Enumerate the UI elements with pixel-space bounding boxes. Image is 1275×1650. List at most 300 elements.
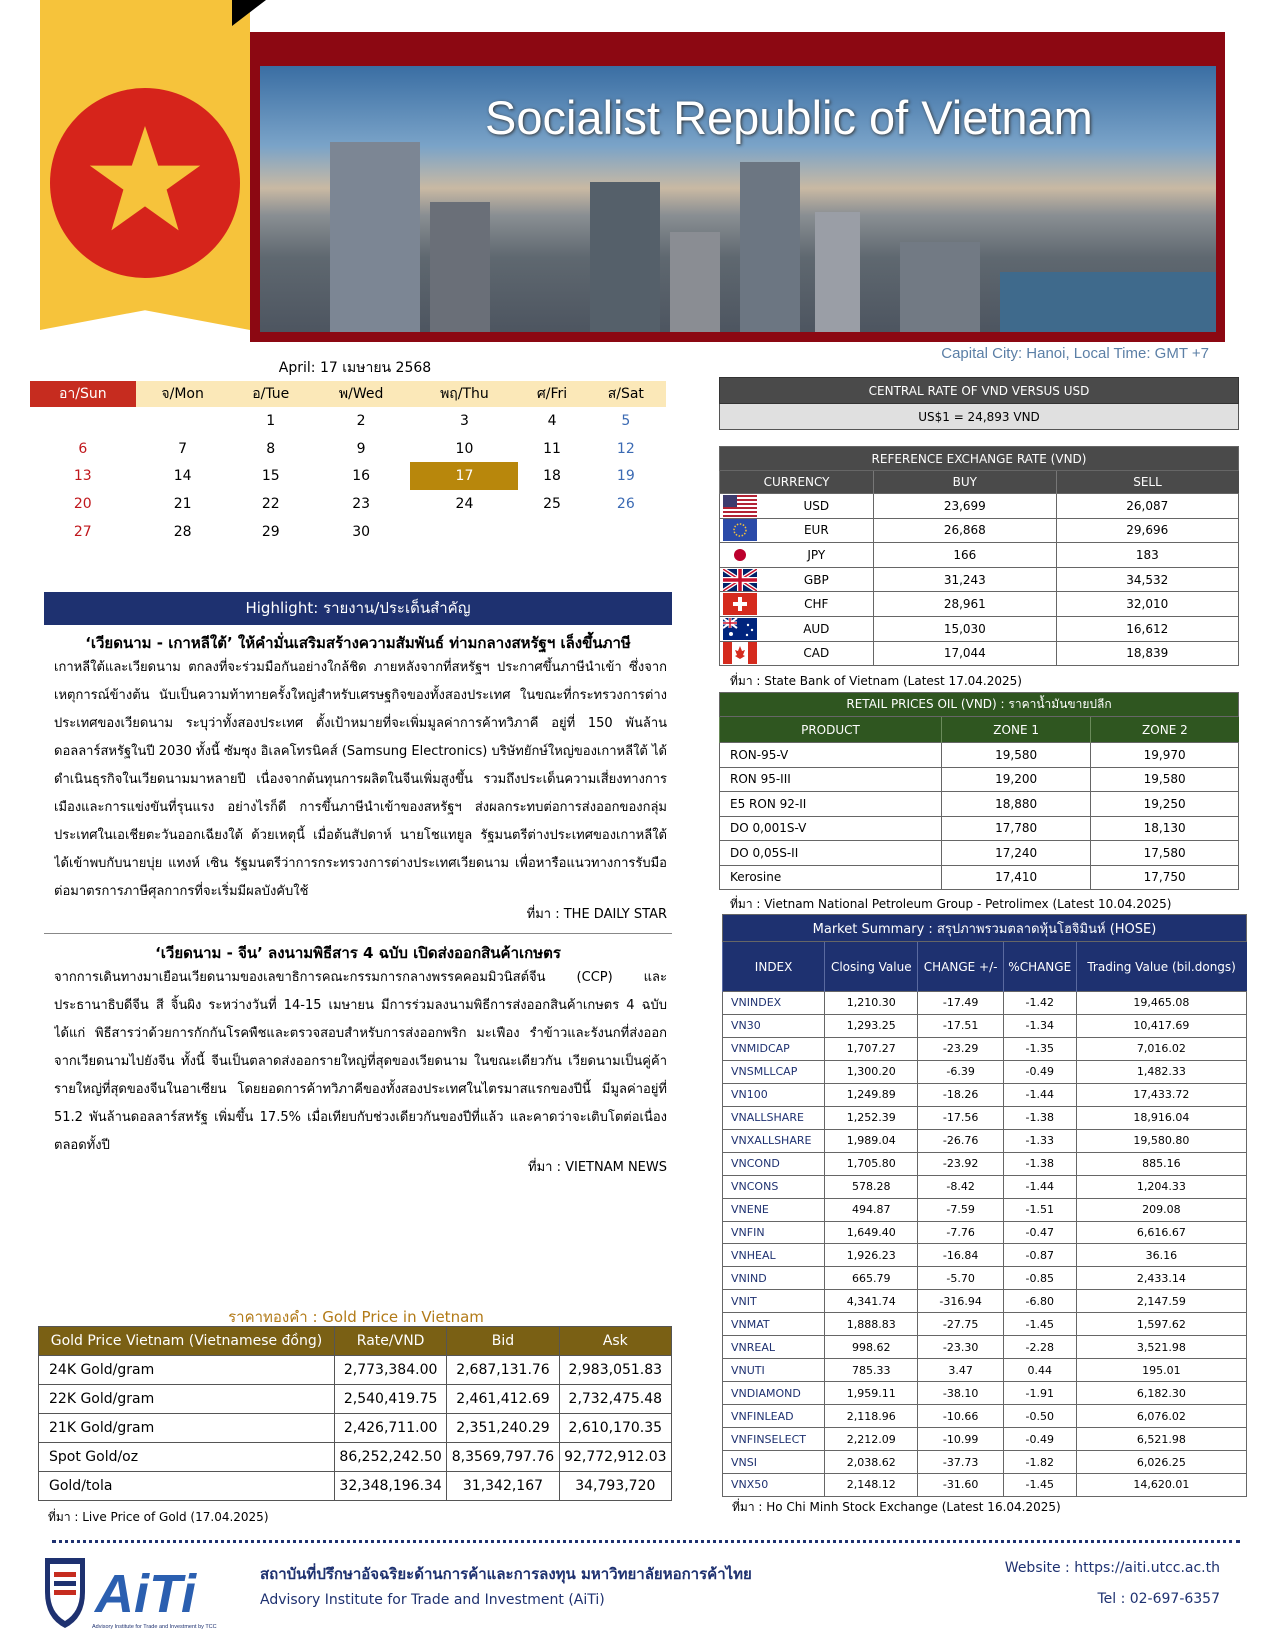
jp-flag-icon [720,543,760,568]
oil-title: RETAIL PRICES OIL (VND) : ราคาน้ำมันขายปลีก [720,693,1239,717]
calendar-day: 13 [73,468,92,485]
table-cell: 1,888.83 [825,1313,918,1336]
table-row [720,865,1239,890]
table-row [720,543,1239,568]
table-cell: 785.33 [825,1359,918,1382]
table-cell: 6,026.25 [1076,1451,1246,1474]
calendar-day [518,518,585,546]
table-row [723,1290,1247,1313]
table-cell: VNSI [723,1451,825,1474]
table-cell: -23.30 [918,1336,1003,1359]
table-cell: 2,732,475.48 [559,1385,671,1414]
calendar-day: 9 [356,440,366,457]
table-cell: 8,3569,797.76 [447,1443,559,1472]
table-row [723,1244,1247,1267]
table-row [720,792,1239,817]
table-cell: 2,351,240.29 [447,1414,559,1443]
calendar-day: 6 [78,440,88,457]
ca-flag-icon [720,641,760,666]
ch-flag-icon [720,592,760,617]
article-title: ‘เวียดนาม - จีน’ ลงนามพิธีสาร 4 ฉบับ เปิดส่งออกสินค้าเกษตร [155,944,561,962]
vietnam-flag-ribbon [40,0,250,330]
org-name-english: Advisory Institute for Trade and Investment (AiTi) [260,1592,605,1608]
table-row [720,767,1239,792]
table-cell: 2,147.59 [1076,1290,1246,1313]
currency-code: CAD [760,641,874,666]
table-row [723,1083,1247,1106]
buy-rate: 31,243 [874,567,1056,592]
calendar-day: 24 [455,495,474,512]
table-cell: 19,970 [1091,743,1239,768]
table-cell: -1.91 [1003,1382,1076,1405]
table-cell: 6,521.98 [1076,1428,1246,1451]
table-cell: -0.87 [1003,1244,1076,1267]
country-title: Socialist Republic of Vietnam [485,91,1093,144]
calendar-day: 14 [173,468,192,485]
table-cell: -1.82 [1003,1451,1076,1474]
currency-code: CHF [760,592,874,617]
table-cell: DO 0,001S-V [720,816,942,841]
table-cell: 31,342,167 [447,1472,559,1501]
calendar-day: 8 [266,440,276,457]
table-cell: 18,880 [942,792,1091,817]
table-cell: -23.29 [918,1037,1003,1060]
table-cell: 17,580 [1091,841,1239,866]
table-cell: VNFINSELECT [723,1428,825,1451]
oil-col-zone1: ZONE 1 [942,717,1091,743]
table-row [720,816,1239,841]
sell-rate: 18,839 [1056,641,1238,666]
table-cell: 2,461,412.69 [447,1385,559,1414]
gold-source: ที่มา : Live Price of Gold (17.04.2025) [48,1510,269,1524]
calendar-day-header: พ/Wed [312,381,411,407]
capital-info: Capital City: Hanoi, Local Time: GMT +7 [941,345,1209,362]
buy-rate: 15,030 [874,616,1056,641]
table-cell: -316.94 [918,1290,1003,1313]
table-cell: 665.79 [825,1267,918,1290]
au-flag-icon [720,616,760,641]
currency-code: AUD [760,616,874,641]
market-title: Market Summary : สรุปภาพรวมตลาดหุ้นโฮจิมินห์ (HOSE) [723,915,1247,942]
table-cell: 6,616.67 [1076,1221,1246,1244]
table-cell: 494.87 [825,1198,918,1221]
table-cell: 19,580.80 [1076,1129,1246,1152]
table-cell: 7,016.02 [1076,1037,1246,1060]
table-cell: 2,687,131.76 [447,1356,559,1385]
city-skyline-photo [260,66,1216,332]
table-cell: VNCOND [723,1152,825,1175]
table-cell: -7.59 [918,1198,1003,1221]
table-row [723,1313,1247,1336]
calendar-day: 7 [178,440,188,457]
sell-rate: 34,532 [1056,567,1238,592]
table-cell: 14,620.01 [1076,1474,1246,1497]
table-cell: 195.01 [1076,1359,1246,1382]
table-row [723,1451,1247,1474]
table-row [720,494,1239,519]
table-row [723,1014,1247,1037]
table-cell: -5.70 [918,1267,1003,1290]
exchange-rate-table [719,446,1239,666]
table-row [720,743,1239,768]
table-cell: -1.33 [1003,1129,1076,1152]
calendar-title: April: 17 เมษายน 2568 [278,360,432,376]
table-cell: VNHEAL [723,1244,825,1267]
table-cell: 2,038.62 [825,1451,918,1474]
buy-rate: 17,044 [874,641,1056,666]
table-cell: 1,959.11 [825,1382,918,1405]
table-cell: VNMAT [723,1313,825,1336]
calendar-day: 5 [621,412,631,429]
footer-divider [52,1540,1240,1543]
table-cell: 1,707.27 [825,1037,918,1060]
table-cell: 1,210.30 [825,992,918,1015]
table-cell: 3,521.98 [1076,1336,1246,1359]
table-cell: 2,426,711.00 [334,1414,446,1443]
table-cell: -1.38 [1003,1106,1076,1129]
table-row [723,1175,1247,1198]
market-column-header: %CHANGE [1003,942,1076,992]
table-row [39,1356,672,1385]
table-row [720,616,1239,641]
article-source: ที่มา : THE DAILY STAR [526,907,667,922]
table-cell: RON 95-III [720,767,942,792]
market-source: ที่มา : Ho Chi Minh Stock Exchange (Latest 16.04.2025) [732,1500,1061,1514]
gold-column-header: Ask [559,1327,671,1356]
table-cell: Gold/tola [39,1472,335,1501]
calendar-day [136,407,230,435]
table-cell: -16.84 [918,1244,1003,1267]
table-row [720,641,1239,666]
table-cell: 1,252.39 [825,1106,918,1129]
table-cell: Spot Gold/oz [39,1443,335,1472]
calendar-day: 10 [455,440,474,457]
table-cell: 2,773,384.00 [334,1356,446,1385]
table-cell: VNENE [723,1198,825,1221]
table-cell: -0.49 [1003,1428,1076,1451]
logo-text: AiTi [95,1564,197,1624]
us-flag-icon [720,494,760,519]
sell-rate: 29,696 [1056,518,1238,543]
table-row [723,1428,1247,1451]
table-cell: 19,465.08 [1076,992,1246,1015]
table-cell: -0.47 [1003,1221,1076,1244]
table-cell: 36.16 [1076,1244,1246,1267]
table-cell: 578.28 [825,1175,918,1198]
table-cell: -2.28 [1003,1336,1076,1359]
table-row [723,1060,1247,1083]
calendar-day: 26 [616,495,635,512]
calendar-week [30,518,666,546]
table-cell: -23.92 [918,1152,1003,1175]
table-cell: 2,148.12 [825,1474,918,1497]
table-cell: VNDIAMOND [723,1382,825,1405]
fx-col-sell: SELL [1056,471,1238,494]
table-row [723,1037,1247,1060]
table-cell: 22K Gold/gram [39,1385,335,1414]
market-column-header: INDEX [723,942,825,992]
calendar-day: 28 [173,523,192,540]
calendar-day-header: จ/Mon [136,381,230,407]
gold-price-table [38,1326,672,1501]
table-row [723,1198,1247,1221]
article-body: เกาหลีใต้และเวียดนาม ตกลงที่จะร่วมมือกันอย่างใกล้ชิด ภายหลังจากที่สหรัฐฯ ประกาศขึ้นภาษีนำเข้า ซึ่งจากเหตุการณ์ข้างต้น นับเป็นความท้าทายครั้งใหญ่สำหรับเศรษฐกิจของทั้งสองประเทศ ในขณะที่กระทรวงการต่างประเทศของเวียดนาม ระบุว่าทั้งสองประเทศ ตั้งเป้าหมายที่จะเพิ่มมูลค่าการค้าทวิภาคี อยู่ที่ 150 พันล้านดอลลาร์สหรัฐในปี 2030 ทั้งนี้ ซัมซุง อิเลคโทรนิคส์ (Samsung Electronics) บริษัทยักษ์ใหญ่ของเกาหลีใต้ ได้ดำเนินธุรกิจในเวียดนามมาหลายปี เนื่องจากต้นทุนการผลิตในจีนเพิ่มสูงขึ้น รวมถึงประเด็นความเสี่ยงทางการเมืองและการแข่งขันที่รุนแรง อย่างไรก็ดี การขึ้นภาษีนำเข้าของสหรัฐฯ ส่งผลกระทบต่อการส่งออกของกลุ่มประเทศในเอเชียตะวันออกเฉียงใต้ ด้วยเหตุนี้ เมื่อต้นสัปดาห์ นายโชแทยูล รัฐมนตรีต่างประเทศของเกาหลีใต้ ได้เข้าพบกับนายบุ่ย แทงห์ เซิน รัฐมนตรีว่าการกระทรวงการต่างประเทศเวียดนาม เพื่อหารือแนวทางการรับมือต่อมาตรการภาษีศุลกากรที่จะเริ่มมีผลบังคับใช้ [54,660,667,899]
market-column-header: CHANGE +/- [918,942,1003,992]
table-cell: VNIND [723,1267,825,1290]
table-cell: 21K Gold/gram [39,1414,335,1443]
table-cell: -37.73 [918,1451,1003,1474]
calendar-day-header: อ/Tue [230,381,312,407]
table-cell: 17,240 [942,841,1091,866]
calendar-week [30,490,666,518]
table-cell: 92,772,912.03 [559,1443,671,1472]
table-row [723,1129,1247,1152]
table-cell: -10.66 [918,1405,1003,1428]
divider [44,933,672,934]
table-cell: -1.44 [1003,1175,1076,1198]
table-row [723,1474,1247,1497]
table-cell: -0.49 [1003,1060,1076,1083]
calendar-day: 22 [261,495,280,512]
table-cell: DO 0,05S-II [720,841,942,866]
table-cell: 32,348,196.34 [334,1472,446,1501]
telephone: Tel : 02-697-6357 [1097,1591,1220,1607]
gold-column-header: Gold Price Vietnam (Vietnamese đồng) [39,1327,335,1356]
table-cell: 86,252,242.50 [334,1443,446,1472]
market-summary-table [722,914,1247,1497]
calendar-day: 15 [261,468,280,485]
sell-rate: 16,612 [1056,616,1238,641]
gold-title: ราคาทองคำ : Gold Price in Vietnam [228,1308,484,1326]
table-cell: 2,540,419.75 [334,1385,446,1414]
central-rate-value: US$1 = 24,893 VND [720,404,1239,430]
calendar-day: 25 [543,495,561,512]
market-column-header: Trading Value (bil.dongs) [1076,942,1246,992]
table-cell: 6,076.02 [1076,1405,1246,1428]
table-cell: -18.26 [918,1083,1003,1106]
table-cell: 19,250 [1091,792,1239,817]
calendar-day: 19 [616,468,635,485]
table-row [723,1336,1247,1359]
table-cell: -1.51 [1003,1198,1076,1221]
sell-rate: 26,087 [1056,494,1238,519]
article-source: ที่มา : VIETNAM NEWS [528,1160,667,1175]
currency-code: GBP [760,567,874,592]
table-cell: VNFINLEAD [723,1405,825,1428]
table-cell: 18,130 [1091,816,1239,841]
table-cell: 1,482.33 [1076,1060,1246,1083]
table-cell: 17,433.72 [1076,1083,1246,1106]
calendar-day-header: ส/Sat [586,381,666,407]
table-cell: -1.45 [1003,1474,1076,1497]
table-cell: VNSMLLCAP [723,1060,825,1083]
table-cell: 34,793,720 [559,1472,671,1501]
star-icon [85,120,205,240]
calendar-day: 29 [261,523,280,540]
table-cell: -1.44 [1003,1083,1076,1106]
calendar-day: 3 [459,412,469,429]
fx-col-buy: BUY [874,471,1056,494]
calendar-day: 16 [352,468,371,485]
table-cell: -6.80 [1003,1290,1076,1313]
table-cell: VNMIDCAP [723,1037,825,1060]
table-cell: VNREAL [723,1336,825,1359]
table-cell: 998.62 [825,1336,918,1359]
uk-flag-icon [720,567,760,592]
calendar-week [30,407,666,435]
calendar-day: 17 [410,462,518,490]
table-row [39,1414,672,1443]
fx-source: ที่มา : State Bank of Vietnam (Latest 17.04.2025) [730,674,1022,688]
calendar-day [586,518,666,546]
table-cell: -38.10 [918,1382,1003,1405]
table-cell: 1,705.80 [825,1152,918,1175]
table-row [723,1267,1247,1290]
sell-rate: 32,010 [1056,592,1238,617]
market-column-header: Closing Value [825,942,918,992]
table-row [723,1152,1247,1175]
highlight-header: Highlight: รายงาน/ประเด็นสำคัญ [44,592,672,625]
oil-price-table [719,692,1239,890]
currency-code: EUR [760,518,874,543]
buy-rate: 23,699 [874,494,1056,519]
buy-rate: 166 [874,543,1056,568]
fx-title: REFERENCE EXCHANGE RATE (VND) [720,447,1239,471]
website-link[interactable]: Website : https://aiti.utcc.ac.th [1004,1560,1220,1576]
table-cell: -6.39 [918,1060,1003,1083]
table-cell: -7.76 [918,1221,1003,1244]
table-cell: 2,433.14 [1076,1267,1246,1290]
table-cell: -10.99 [918,1428,1003,1451]
table-row [720,841,1239,866]
table-row [723,1382,1247,1405]
table-row [720,592,1239,617]
calendar-day-header: พฤ/Thu [410,381,518,407]
table-cell: VNIT [723,1290,825,1313]
table-row [723,1359,1247,1382]
central-rate-title: CENTRAL RATE OF VND VERSUS USD [720,378,1239,404]
table-cell: 1,204.33 [1076,1175,1246,1198]
table-cell: VNXALLSHARE [723,1129,825,1152]
calendar-day: 11 [543,440,561,457]
table-cell: VNX50 [723,1474,825,1497]
table-cell: 209.08 [1076,1198,1246,1221]
table-row [39,1443,672,1472]
calendar-day: 20 [73,495,92,512]
corner-triangle [232,0,266,26]
table-cell: -1.34 [1003,1014,1076,1037]
table-cell: -1.42 [1003,992,1076,1015]
oil-source: ที่มา : Vietnam National Petroleum Group - Petrolimex (Latest 10.04.2025) [730,897,1172,911]
table-cell: 17,780 [942,816,1091,841]
calendar-day [410,518,518,546]
table-cell: VN30 [723,1014,825,1037]
table-cell: 2,118.96 [825,1405,918,1428]
table-cell: 6,182.30 [1076,1382,1246,1405]
calendar-day: 21 [173,495,192,512]
table-cell: -27.75 [918,1313,1003,1336]
table-cell: -17.49 [918,992,1003,1015]
table-cell: VN100 [723,1083,825,1106]
table-cell: 885.16 [1076,1152,1246,1175]
calendar-day: 30 [352,523,371,540]
table-row [720,567,1239,592]
table-cell: E5 RON 92-II [720,792,942,817]
table-cell: 2,610,170.35 [559,1414,671,1443]
calendar-day: 12 [616,440,635,457]
table-row [723,1106,1247,1129]
table-cell: -26.76 [918,1129,1003,1152]
table-cell: 4,341.74 [825,1290,918,1313]
table-cell: 18,916.04 [1076,1106,1246,1129]
table-cell: 1,989.04 [825,1129,918,1152]
eu-flag-icon [720,518,760,543]
fx-col-currency: CURRENCY [720,471,874,494]
table-cell: 17,410 [942,865,1091,890]
table-cell: VNCONS [723,1175,825,1198]
table-row [723,992,1247,1015]
table-row [39,1385,672,1414]
table-cell: -1.35 [1003,1037,1076,1060]
table-cell: -1.38 [1003,1152,1076,1175]
calendar-week [30,462,666,490]
table-cell: 19,200 [942,767,1091,792]
table-row [39,1472,672,1501]
table-cell: 1,649.40 [825,1221,918,1244]
calendar-day-header: ศ/Fri [518,381,585,407]
table-cell: VNUTI [723,1359,825,1382]
calendar-day: 27 [73,523,92,540]
calendar-week [30,435,666,463]
table-cell: 24K Gold/gram [39,1356,335,1385]
table-row [723,1405,1247,1428]
calendar-day: 23 [352,495,371,512]
table-cell: 19,580 [942,743,1091,768]
table-cell: 1,300.20 [825,1060,918,1083]
central-rate-table [719,377,1239,430]
table-cell: RON-95-V [720,743,942,768]
calendar-day [30,407,136,435]
table-cell: 3.47 [918,1359,1003,1382]
table-row [723,1221,1247,1244]
table-cell: 1,926.23 [825,1244,918,1267]
table-cell: -8.42 [918,1175,1003,1198]
table-cell: VNALLSHARE [723,1106,825,1129]
table-cell: -1.45 [1003,1313,1076,1336]
table-cell: 1,293.25 [825,1014,918,1037]
table-cell: 1,597.62 [1076,1313,1246,1336]
table-cell: -17.56 [918,1106,1003,1129]
table-cell: -0.85 [1003,1267,1076,1290]
calendar [30,381,666,545]
buy-rate: 28,961 [874,592,1056,617]
calendar-day: 2 [356,412,366,429]
table-cell: -31.60 [918,1474,1003,1497]
table-cell: 2,983,051.83 [559,1356,671,1385]
table-row [720,518,1239,543]
table-cell: 10,417.69 [1076,1014,1246,1037]
currency-code: JPY [760,543,874,568]
org-name-thai: สถาบันที่ปรึกษาอัจฉริยะด้านการค้าและการลงทุน มหาวิทยาลัยหอการค้าไทย [260,1565,752,1583]
calendar-day-header: อา/Sun [30,381,136,407]
oil-col-product: PRODUCT [720,717,942,743]
calendar-day: 4 [547,412,557,429]
article-title: ‘เวียดนาม - เกาหลีใต้’ ให้คำมั่นเสริมสร้างความสัมพันธ์ ท่ามกลางสหรัฐฯ เล็งขึ้นภาษี [85,634,631,652]
table-cell: -0.50 [1003,1405,1076,1428]
table-cell: 17,750 [1091,865,1239,890]
currency-code: USD [760,494,874,519]
calendar-day: 18 [543,468,561,485]
